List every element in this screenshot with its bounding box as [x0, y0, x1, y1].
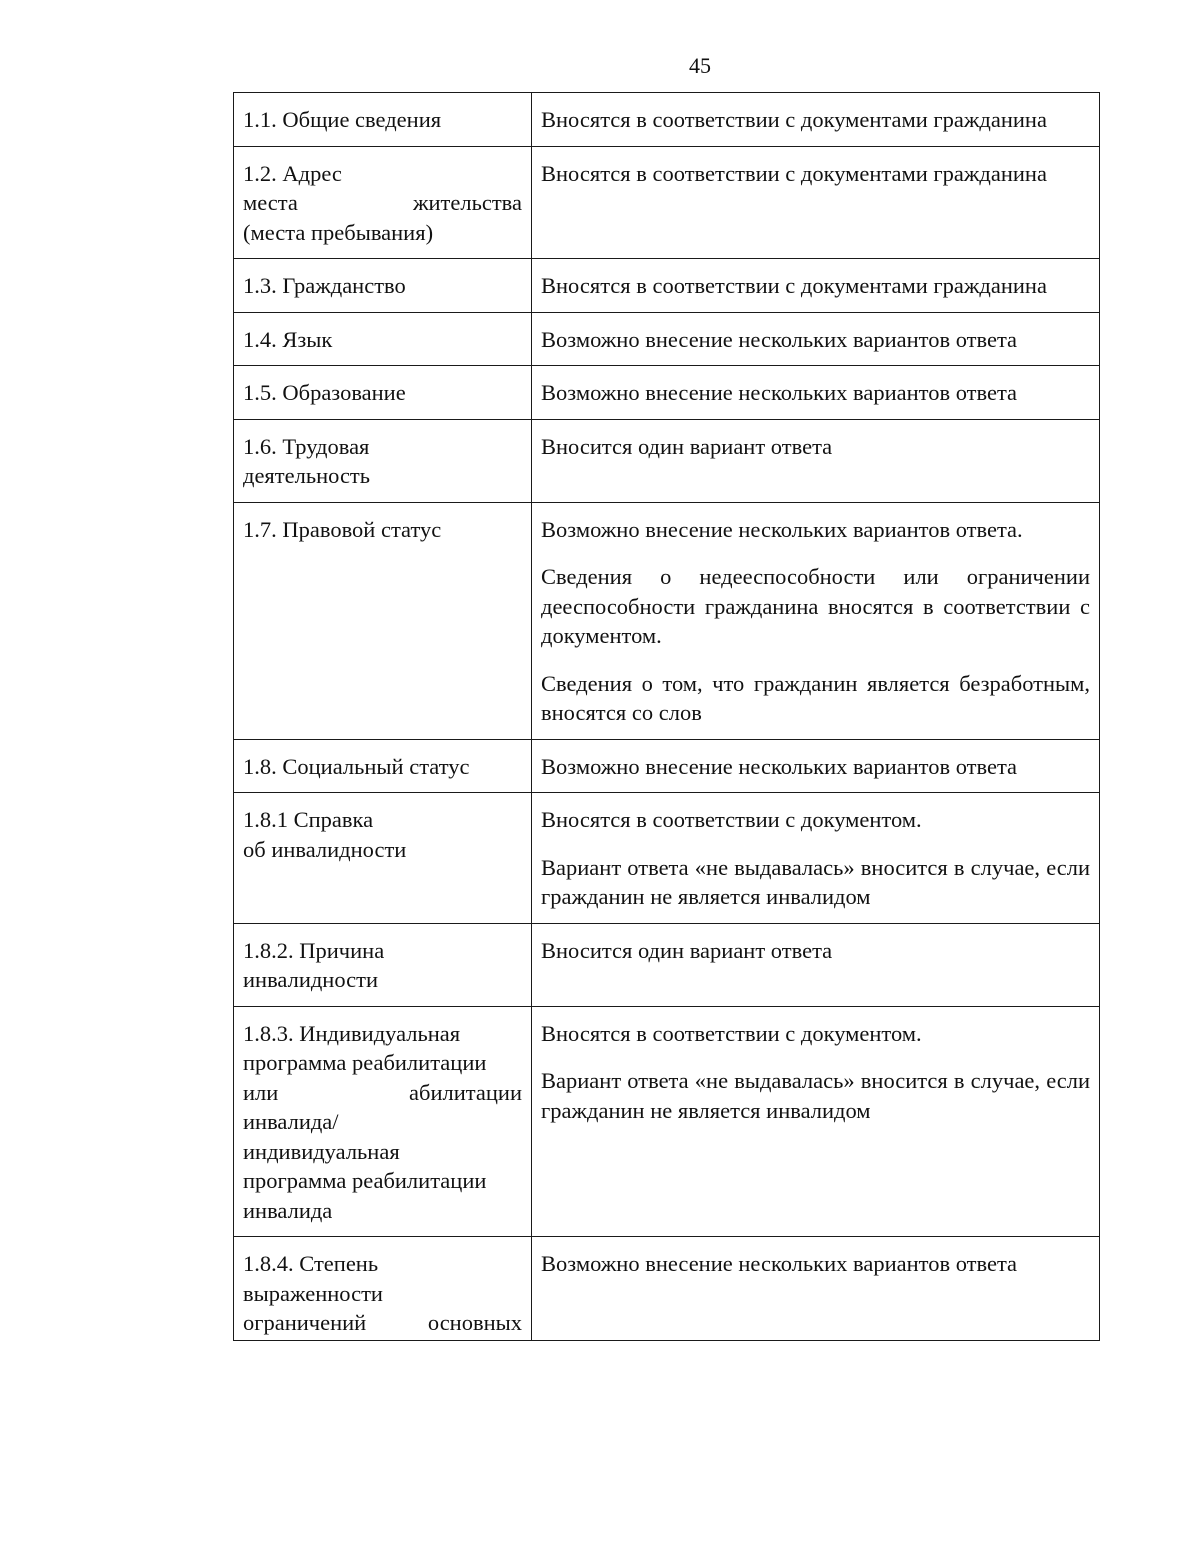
row-label-line: выраженности — [243, 1280, 383, 1306]
row-description: Возможно внесение нескольких вариантов ответа — [541, 1251, 1018, 1276]
row-description: Вносятся в соответствии с документами гражданина — [541, 160, 1047, 186]
row-label-cell — [234, 502, 532, 739]
row-label-line: инвалида/ — [243, 1109, 339, 1134]
row-label-line: программа реабилитации — [243, 1050, 487, 1075]
row-description: Вносится один вариант ответа — [541, 937, 833, 963]
row-label-line: (места пребывания) — [243, 219, 434, 245]
row-description-cell — [532, 923, 1100, 1006]
row-description: Вносится один вариант ответа — [541, 433, 833, 459]
table-row — [234, 366, 1100, 420]
row-label: 1.8. Социальный статус — [243, 753, 470, 779]
row-label-cell — [234, 259, 532, 313]
row-description: Вносятся в соответствии с документами гражданина — [541, 273, 1047, 298]
row-description: Возможно внесение нескольких вариантов ответа — [541, 326, 1018, 352]
row-label-cell — [234, 793, 532, 924]
table-row — [234, 312, 1100, 366]
row-description: Возможно внесение нескольких вариантов ответа. — [541, 516, 1023, 542]
row-description-cell — [532, 146, 1100, 259]
row-label-cell — [234, 739, 532, 793]
row-label-line: или абилитации — [243, 1079, 522, 1105]
row-description-cell — [532, 1006, 1100, 1237]
row-description-cell — [532, 739, 1100, 793]
row-label-cell — [234, 366, 532, 420]
row-description: Возможно внесение нескольких вариантов ответа — [541, 753, 1018, 779]
table-row — [234, 419, 1100, 502]
table-row — [234, 259, 1100, 313]
row-label: 1.7. Правовой статус — [243, 516, 442, 542]
row-label-line: индивидуальная — [243, 1138, 400, 1164]
row-description: Возможно внесение нескольких вариантов ответа — [541, 380, 1018, 405]
row-label-line: 1.8.2. Причина — [243, 937, 385, 963]
row-label-line: 1.6. Трудовая — [243, 433, 370, 459]
row-label-line: 1.8.1 Справка — [243, 807, 374, 832]
table-row — [234, 93, 1100, 147]
row-description: Вносятся в соответствии с документами гражданина — [541, 107, 1047, 132]
row-label-cell — [234, 93, 532, 147]
row-label: 1.3. Гражданство — [243, 273, 406, 298]
row-label-line: 1.8.4. Степень — [243, 1251, 379, 1276]
table-row — [234, 1006, 1100, 1237]
table-row — [234, 739, 1100, 793]
row-label-line: 1.8.3. Индивидуальная — [243, 1020, 461, 1046]
row-label-cell — [234, 312, 532, 366]
row-label-line: программа реабилитации — [243, 1168, 487, 1193]
row-label-cell — [234, 1006, 532, 1237]
table-row — [234, 923, 1100, 1006]
row-label-line: ограничений основных — [243, 1310, 522, 1335]
row-description: Вносятся в соответствии с документом. — [541, 1020, 922, 1046]
row-label: 1.4. Язык — [243, 326, 333, 352]
row-label-line: об инвалидности — [243, 836, 407, 862]
row-description-cell — [532, 259, 1100, 313]
table-row — [234, 502, 1100, 739]
row-label-cell — [234, 419, 532, 502]
row-description: Вариант ответа «не выдавалась» вносится в случае, если гражданин не является инвалидом — [541, 854, 1090, 909]
row-description-cell — [532, 312, 1100, 366]
document-table — [233, 92, 1100, 1341]
row-label: 1.1. Общие сведения — [243, 107, 442, 132]
row-description-cell — [532, 419, 1100, 502]
page-number: 45 — [689, 53, 711, 78]
table-row — [234, 146, 1100, 259]
row-label-line: инвалидности — [243, 967, 379, 992]
row-description: Сведения о том, что гражданин является безработным, вносятся со слов — [541, 670, 1090, 725]
table-row — [234, 1237, 1100, 1341]
row-description: Сведения о недееспособности или ограничении дееспособности гражданина вносятся в соответствии с документом. — [541, 564, 1090, 648]
row-description: Вариант ответа «не выдавалась» вносится в случае, если гражданин не является инвалидом — [541, 1068, 1090, 1123]
row-label-cell — [234, 146, 532, 259]
row-label-line: деятельность — [243, 463, 371, 488]
row-description-cell — [532, 93, 1100, 147]
row-description: Вносятся в соответствии с документом. — [541, 807, 922, 832]
row-label-line: места жительства — [243, 190, 522, 215]
row-description-cell — [532, 793, 1100, 924]
row-label: 1.5. Образование — [243, 380, 406, 405]
table-row — [234, 793, 1100, 924]
row-label-line: инвалида — [243, 1197, 333, 1223]
row-label-cell — [234, 1237, 532, 1341]
row-label-line: 1.2. Адрес — [243, 160, 342, 186]
row-description-cell — [532, 1237, 1100, 1341]
row-label-cell — [234, 923, 532, 1006]
row-description-cell — [532, 502, 1100, 739]
row-description-cell — [532, 366, 1100, 420]
